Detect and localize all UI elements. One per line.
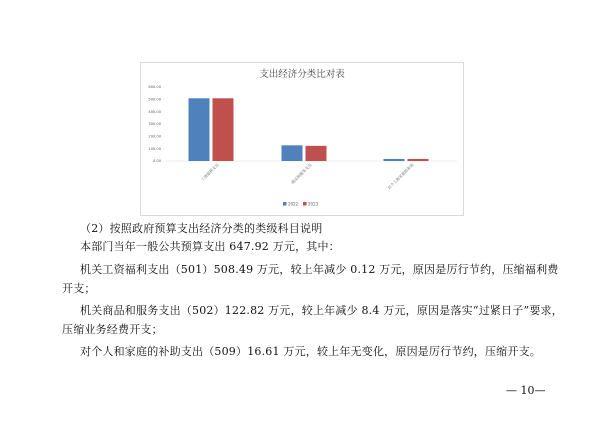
expenditure-comparison-chart <box>141 63 463 215</box>
bar-2022 <box>384 159 405 161</box>
item2-paragraph: 机关商品和服务支出（502）122.82 万元，较上年减少 8.4 万元，原因是落实“过紧日子”要求， <box>80 304 563 317</box>
intro-paragraph: 本部门当年一般公共预算支出 647.92 万元，其中： <box>80 240 340 253</box>
category-label: 商品和服务支出 <box>289 162 313 185</box>
y-tick-label: 0.00 <box>152 159 161 164</box>
y-tick-label: 600.00 <box>148 85 161 90</box>
y-tick-label: 200.00 <box>148 134 161 139</box>
bar-2023 <box>213 98 234 161</box>
y-tick-label: 400.00 <box>148 109 161 114</box>
bar-2022 <box>282 145 303 161</box>
legend-label: 2023 <box>308 201 319 207</box>
y-tick-label: 100.00 <box>148 146 161 151</box>
category-label: 工资福利支出 <box>199 162 220 183</box>
legend-swatch-2023 <box>303 202 307 206</box>
legend-swatch-2022 <box>283 202 287 206</box>
item2-continuation: 压缩业务经费开支； <box>62 323 163 336</box>
page-number: — 10— <box>506 384 546 397</box>
category-label: 对个人和家庭的补助 <box>386 162 415 191</box>
chart-container <box>140 62 464 216</box>
y-tick-label: 300.00 <box>148 122 161 127</box>
y-tick-label: 500.00 <box>148 97 161 102</box>
legend-label: 2022 <box>288 201 299 207</box>
bar-2023 <box>408 159 429 161</box>
bar-2022 <box>189 98 210 161</box>
item1-continuation: 开支； <box>62 282 96 295</box>
bar-2023 <box>306 146 327 161</box>
section-heading: （2）按照政府预算支出经济分类的类级科目说明 <box>80 222 323 235</box>
chart-title: 支出经济分类比对表 <box>259 69 345 80</box>
item1-paragraph: 机关工资福利支出（501）508.49 万元，较上年减少 0.12 万元，原因是厉行节约，压缩福利费 <box>80 263 559 276</box>
item3-paragraph: 对个人和家庭的补助支出（509）16.61 万元，较上年无变化，原因是厉行节约，压缩开支。 <box>80 345 541 358</box>
